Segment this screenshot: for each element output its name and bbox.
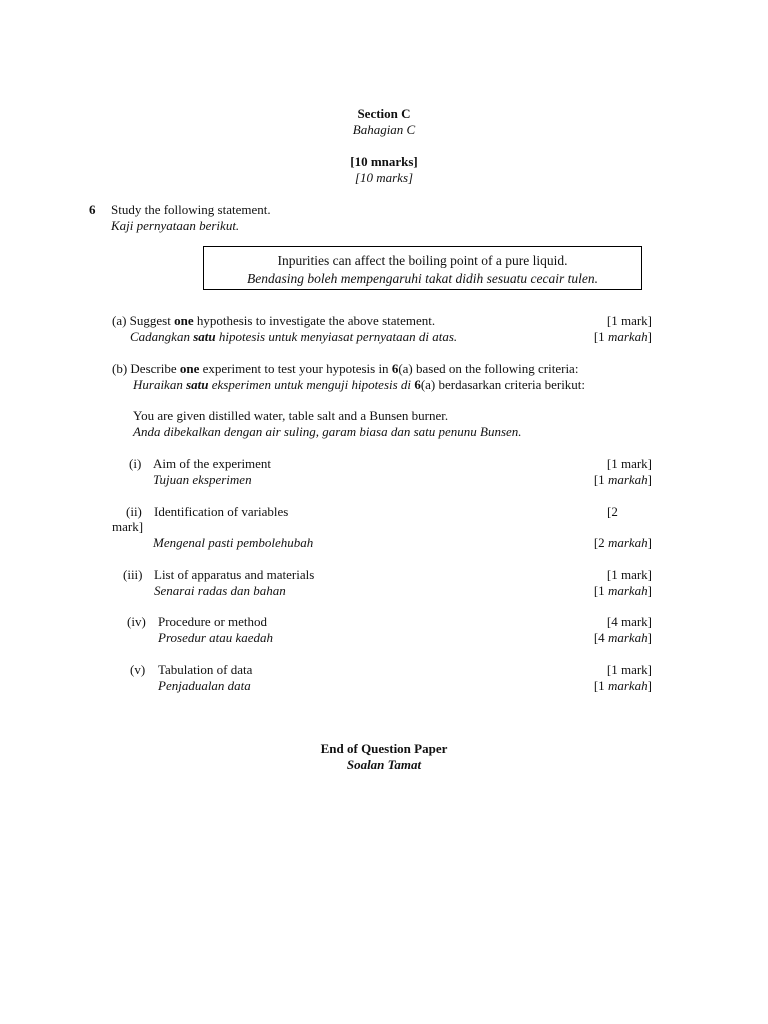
- part-a-ms-emphasis: satu: [193, 329, 216, 344]
- criterion-number: (i): [129, 456, 142, 471]
- part-b-ms-post: (a) berdasarkan criteria berikut:: [420, 377, 586, 392]
- part-b-text-post: (a) based on the following criteria:: [398, 361, 579, 376]
- section-title-ms: Bahagian C: [352, 122, 416, 137]
- criterion-label: Aim of the experiment: [153, 456, 272, 471]
- criterion-label-ms: Tujuan eksperimen: [153, 472, 252, 487]
- criterion-label-ms: Prosedur atau kaedah: [158, 630, 274, 645]
- mark-ms-close: ]: [647, 630, 652, 645]
- mark-ms-word: markah: [607, 535, 648, 550]
- mark-ms-close: ]: [647, 329, 652, 344]
- criterion-mark-ms: [530, 678, 652, 694]
- mark-ms-open: [1: [593, 678, 608, 693]
- mark-ms-close: ]: [647, 472, 652, 487]
- part-a-mark-ms: [530, 329, 652, 345]
- given-materials-ms: Anda dibekalkan dengan air suling, garam biasa dan satu penunu Bunsen.: [133, 424, 522, 439]
- end-of-paper-ms: Soalan Tamat: [346, 757, 422, 772]
- part-a-emphasis: one: [174, 313, 194, 328]
- mark-ms-word: markah: [607, 630, 648, 645]
- part-b-ms-emphasis: satu: [186, 377, 209, 392]
- criterion-number: (v): [130, 662, 146, 677]
- part-b-ms-mid: eksperimen untuk menguji hipotesis di: [208, 377, 415, 392]
- mark-ms-open: [1: [593, 329, 608, 344]
- criterion-label-ms: Senarai radas dan bahan: [154, 583, 286, 598]
- criterion-mark: [2: [607, 504, 618, 519]
- part-b-question-ms: [133, 377, 585, 393]
- criterion-mark: [1 mark]: [606, 456, 652, 471]
- mark-ms-open: [2: [593, 535, 608, 550]
- criterion-number: (iv): [127, 614, 146, 629]
- total-marks-ms: [10 marks]: [354, 170, 414, 185]
- statement-text: Inpurities can affect the boiling point of a pure liquid.: [277, 253, 568, 268]
- question-number: 6: [89, 202, 96, 217]
- mark-ms-open: [4: [593, 630, 608, 645]
- end-of-paper: End of Question Paper: [320, 741, 448, 756]
- part-b-ref-number: 6: [391, 361, 399, 376]
- statement-box: [203, 246, 642, 290]
- mark-ms-close: ]: [647, 583, 652, 598]
- part-b-question: [112, 361, 578, 377]
- mark-ms-word: markah: [607, 472, 648, 487]
- criterion-mark-ms: [530, 583, 652, 599]
- part-a-question: [112, 313, 435, 329]
- mark-ms-word: markah: [607, 329, 648, 344]
- given-materials: You are given distilled water, table salt and a Bunsen burner.: [133, 408, 449, 423]
- part-b-text-mid: experiment to test your hypotesis in: [199, 361, 392, 376]
- mark-ms-word: markah: [607, 583, 648, 598]
- part-a-mark: [1 mark]: [606, 313, 652, 328]
- criterion-mark: [1 mark]: [606, 567, 652, 582]
- criterion-mark-ms: [530, 472, 652, 488]
- part-b-emphasis: one: [179, 361, 200, 376]
- part-a-ms-post: hipotesis untuk menyiasat pernyataan di atas.: [215, 329, 458, 344]
- criterion-label: Procedure or method: [158, 614, 268, 629]
- criterion-mark-ms: [530, 630, 652, 646]
- mark-ms-close: ]: [647, 535, 652, 550]
- criterion-mark-wrap: mark]: [112, 519, 144, 534]
- mark-ms-open: [1: [593, 583, 608, 598]
- criterion-label-ms: Penjadualan data: [158, 678, 251, 693]
- part-a-question-ms: [130, 329, 457, 345]
- statement-text-ms: Bendasing boleh mempengaruhi takat didih sesuatu cecair tulen.: [247, 271, 598, 286]
- question-instruction-ms: Kaji pernyataan berikut.: [111, 218, 240, 233]
- criterion-number: (iii): [123, 567, 143, 582]
- question-instruction: Study the following statement.: [111, 202, 271, 217]
- mark-ms-open: [1: [593, 472, 608, 487]
- criterion-label: List of apparatus and materials: [154, 567, 315, 582]
- criterion-mark-ms: [530, 535, 652, 551]
- criterion-label-ms: Mengenal pasti pembolehubah: [153, 535, 314, 550]
- criterion-mark: [4 mark]: [606, 614, 652, 629]
- part-a-text-pre: (a) Suggest: [112, 313, 175, 328]
- criterion-number: (ii): [126, 504, 142, 519]
- part-b-ms-ref-number: 6: [414, 377, 421, 392]
- part-a-ms-pre: Cadangkan: [130, 329, 194, 344]
- section-title: Section C: [357, 106, 411, 121]
- total-marks: [10 mnarks]: [350, 154, 418, 169]
- criterion-label: Tabulation of data: [158, 662, 253, 677]
- mark-ms-word: markah: [607, 678, 648, 693]
- part-b-ms-pre: Huraikan: [133, 377, 187, 392]
- mark-ms-close: ]: [647, 678, 652, 693]
- part-b-text-pre: (b) Describe: [112, 361, 180, 376]
- criterion-label: Identification of variables: [154, 504, 289, 519]
- criterion-mark: [1 mark]: [606, 662, 652, 677]
- part-a-text-post: hypothesis to investigate the above statement.: [193, 313, 436, 328]
